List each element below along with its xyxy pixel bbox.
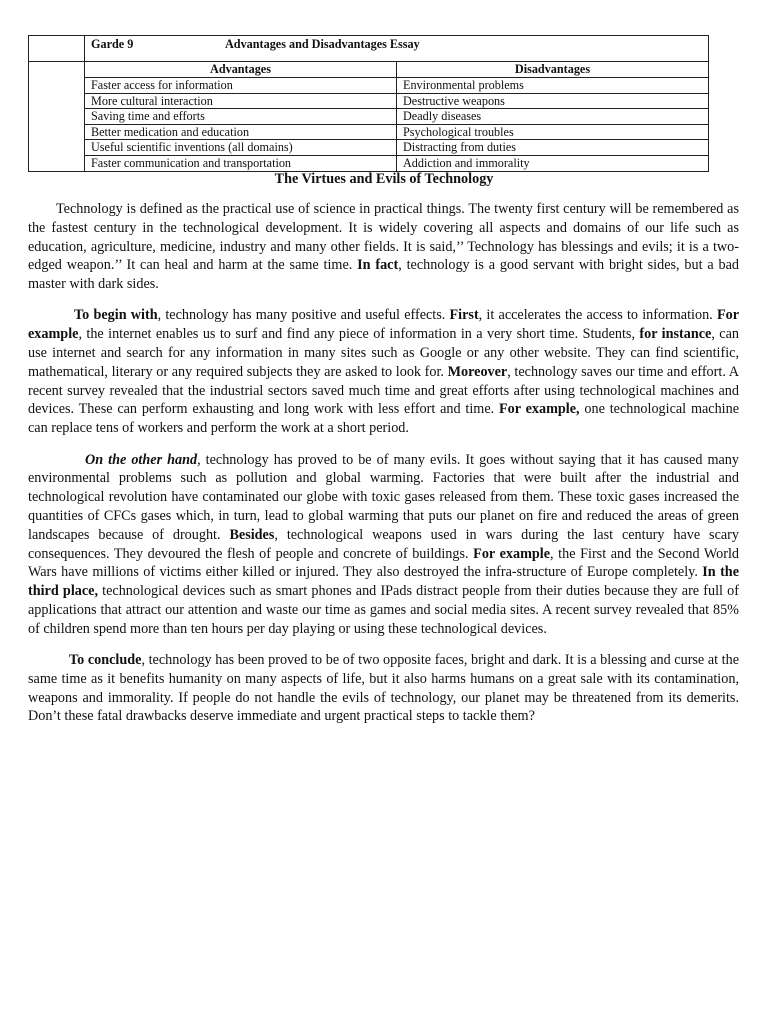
table-row	[85, 93, 708, 109]
text-run: , technology saves our time and effort. A recent survey revealed that the industrial sectors saved much time and great efforts after using technological machines and devices. These can perform exhausting and long work with less effort and time.	[28, 363, 739, 418]
disadvantage-cell: Psychological troubles	[397, 124, 709, 140]
advantages-disadvantages-table	[28, 35, 709, 172]
advantage-cell: Better medication and education	[85, 124, 397, 140]
text-run: technological devices such as smart phones and IPads distract people from their duties because they are full of applications that attract our attention and waste our time as games and social media sites. A recent survey revealed that 85% of children spend more than ten hours per day playing or using these technological devices.	[28, 583, 739, 637]
bold-phrase: In the third place,	[28, 564, 739, 600]
text-run: , technological weapons used in wars during the last century have scary consequences. They devoured the flesh of people and concrete of buildings.	[28, 526, 739, 562]
advantage-cell: Saving time and efforts	[85, 109, 397, 125]
comparison-header-row	[85, 62, 708, 78]
table-header-row	[29, 36, 709, 62]
header-cell	[85, 36, 709, 62]
essay-paragraph	[28, 306, 739, 438]
text-run: , the internet enables us to surf and find any piece of information in a very short time. Students,	[78, 326, 640, 343]
table-body-row	[29, 62, 709, 172]
comparison-table	[85, 62, 708, 171]
text-run: Technology is defined as the practical use of science in practical things. The twenty first century will be remembered as the fastest century in the technological development. It is widely covering all aspects and domains of our life such as education, agriculture, medicine, industry and many other fields. It is said,’’ Technology has blessings and evils; it is a two-edged weapon.’’ It can heal and harm at the same time.	[28, 201, 739, 274]
text-run: , technology is a good servant with bright sides, but a bad master with dark sides.	[28, 257, 739, 293]
grade-label: Garde 9	[91, 37, 134, 51]
blank-cell	[29, 62, 85, 172]
advantage-cell: More cultural interaction	[85, 93, 397, 109]
bold-phrase: For example	[473, 545, 551, 562]
advantage-cell: Faster communication and transportation	[85, 155, 397, 170]
bold-phrase: First	[449, 307, 479, 324]
table-row	[85, 109, 708, 125]
bold-phrase: Besides	[229, 526, 275, 543]
text-run: , technology has proved to be of many evils. It goes without saying that it has caused many environmental problems such as pollution and global warming. Factories that were built after the industrial and technological revolution have contaminated our globe with toxic gases released from them. These toxic gases increased the quantities of CFCs gases which, in turn, lead to global warming that puts our planet on fire and reduced the areas of green landscapes because of drought.	[28, 451, 739, 543]
text-run: , the First and the Second World Wars have millions of victims either killed or injured. They also destroyed the infra-structure of Europe completely.	[28, 545, 739, 581]
bold-phrase: To begin with	[74, 307, 158, 324]
disadvantage-cell: Destructive weapons	[397, 93, 709, 109]
table-row	[85, 155, 708, 170]
bold-phrase: Moreover	[447, 363, 508, 380]
essay-type-label: Advantages and Disadvantages Essay	[225, 37, 420, 51]
essay-title: The Virtues and Evils of Technology	[274, 171, 494, 187]
text-run: , technology has many positive and useful effects.	[157, 307, 450, 324]
bold-phrase: To conclude	[69, 652, 142, 669]
bold-phrase: For example	[28, 307, 739, 343]
bold-phrase: On the other hand	[85, 451, 198, 468]
bold-phrase: In fact	[357, 257, 399, 274]
advantage-cell: Faster access for information	[85, 78, 397, 94]
advantage-cell: Useful scientific inventions (all domains)	[85, 140, 397, 156]
table-row	[85, 78, 708, 94]
disadvantage-cell: Deadly diseases	[397, 109, 709, 125]
text-run: one technological machine can replace tens of workers and perform the work at a short period.	[28, 401, 739, 437]
disadvantage-cell: Addiction and immorality	[403, 155, 530, 170]
bold-phrase: For example,	[499, 401, 580, 418]
advantages-column-header: Advantages	[85, 62, 397, 78]
essay-paragraph	[28, 451, 739, 639]
text-run: , it accelerates the access to information.	[478, 307, 717, 324]
disadvantage-cell: Environmental problems	[397, 78, 709, 94]
text-run: , can use internet and search for any information in many sites such as Google or any other website. They can find scientific, mathematical, literary or any required subjects they are asked to look for.	[28, 326, 739, 380]
essay-paragraph	[28, 651, 739, 726]
table-row	[85, 140, 708, 156]
blank-cell	[29, 36, 85, 62]
essay-body	[28, 200, 739, 739]
table-row	[85, 124, 708, 140]
comparison-cell	[85, 62, 709, 172]
disadvantage-cell: Distracting from duties	[397, 140, 709, 156]
text-run: , technology has been proved to be of two opposite faces, bright and dark. It is a blessing and curse at the same time as it benefits humanity on many aspects of life, but it also harms humans on a great sale with its contamination, weapons and immorality. If people do not handle the evils of technology, our planet may be threatened from its demerits. Don’t these fatal drawbacks deserve immediate and urgent practical steps to tackle them?	[28, 652, 739, 725]
essay-paragraph	[28, 200, 739, 294]
bold-phrase: for instance	[639, 326, 712, 343]
disadvantages-column-header: Disadvantages	[397, 62, 709, 78]
